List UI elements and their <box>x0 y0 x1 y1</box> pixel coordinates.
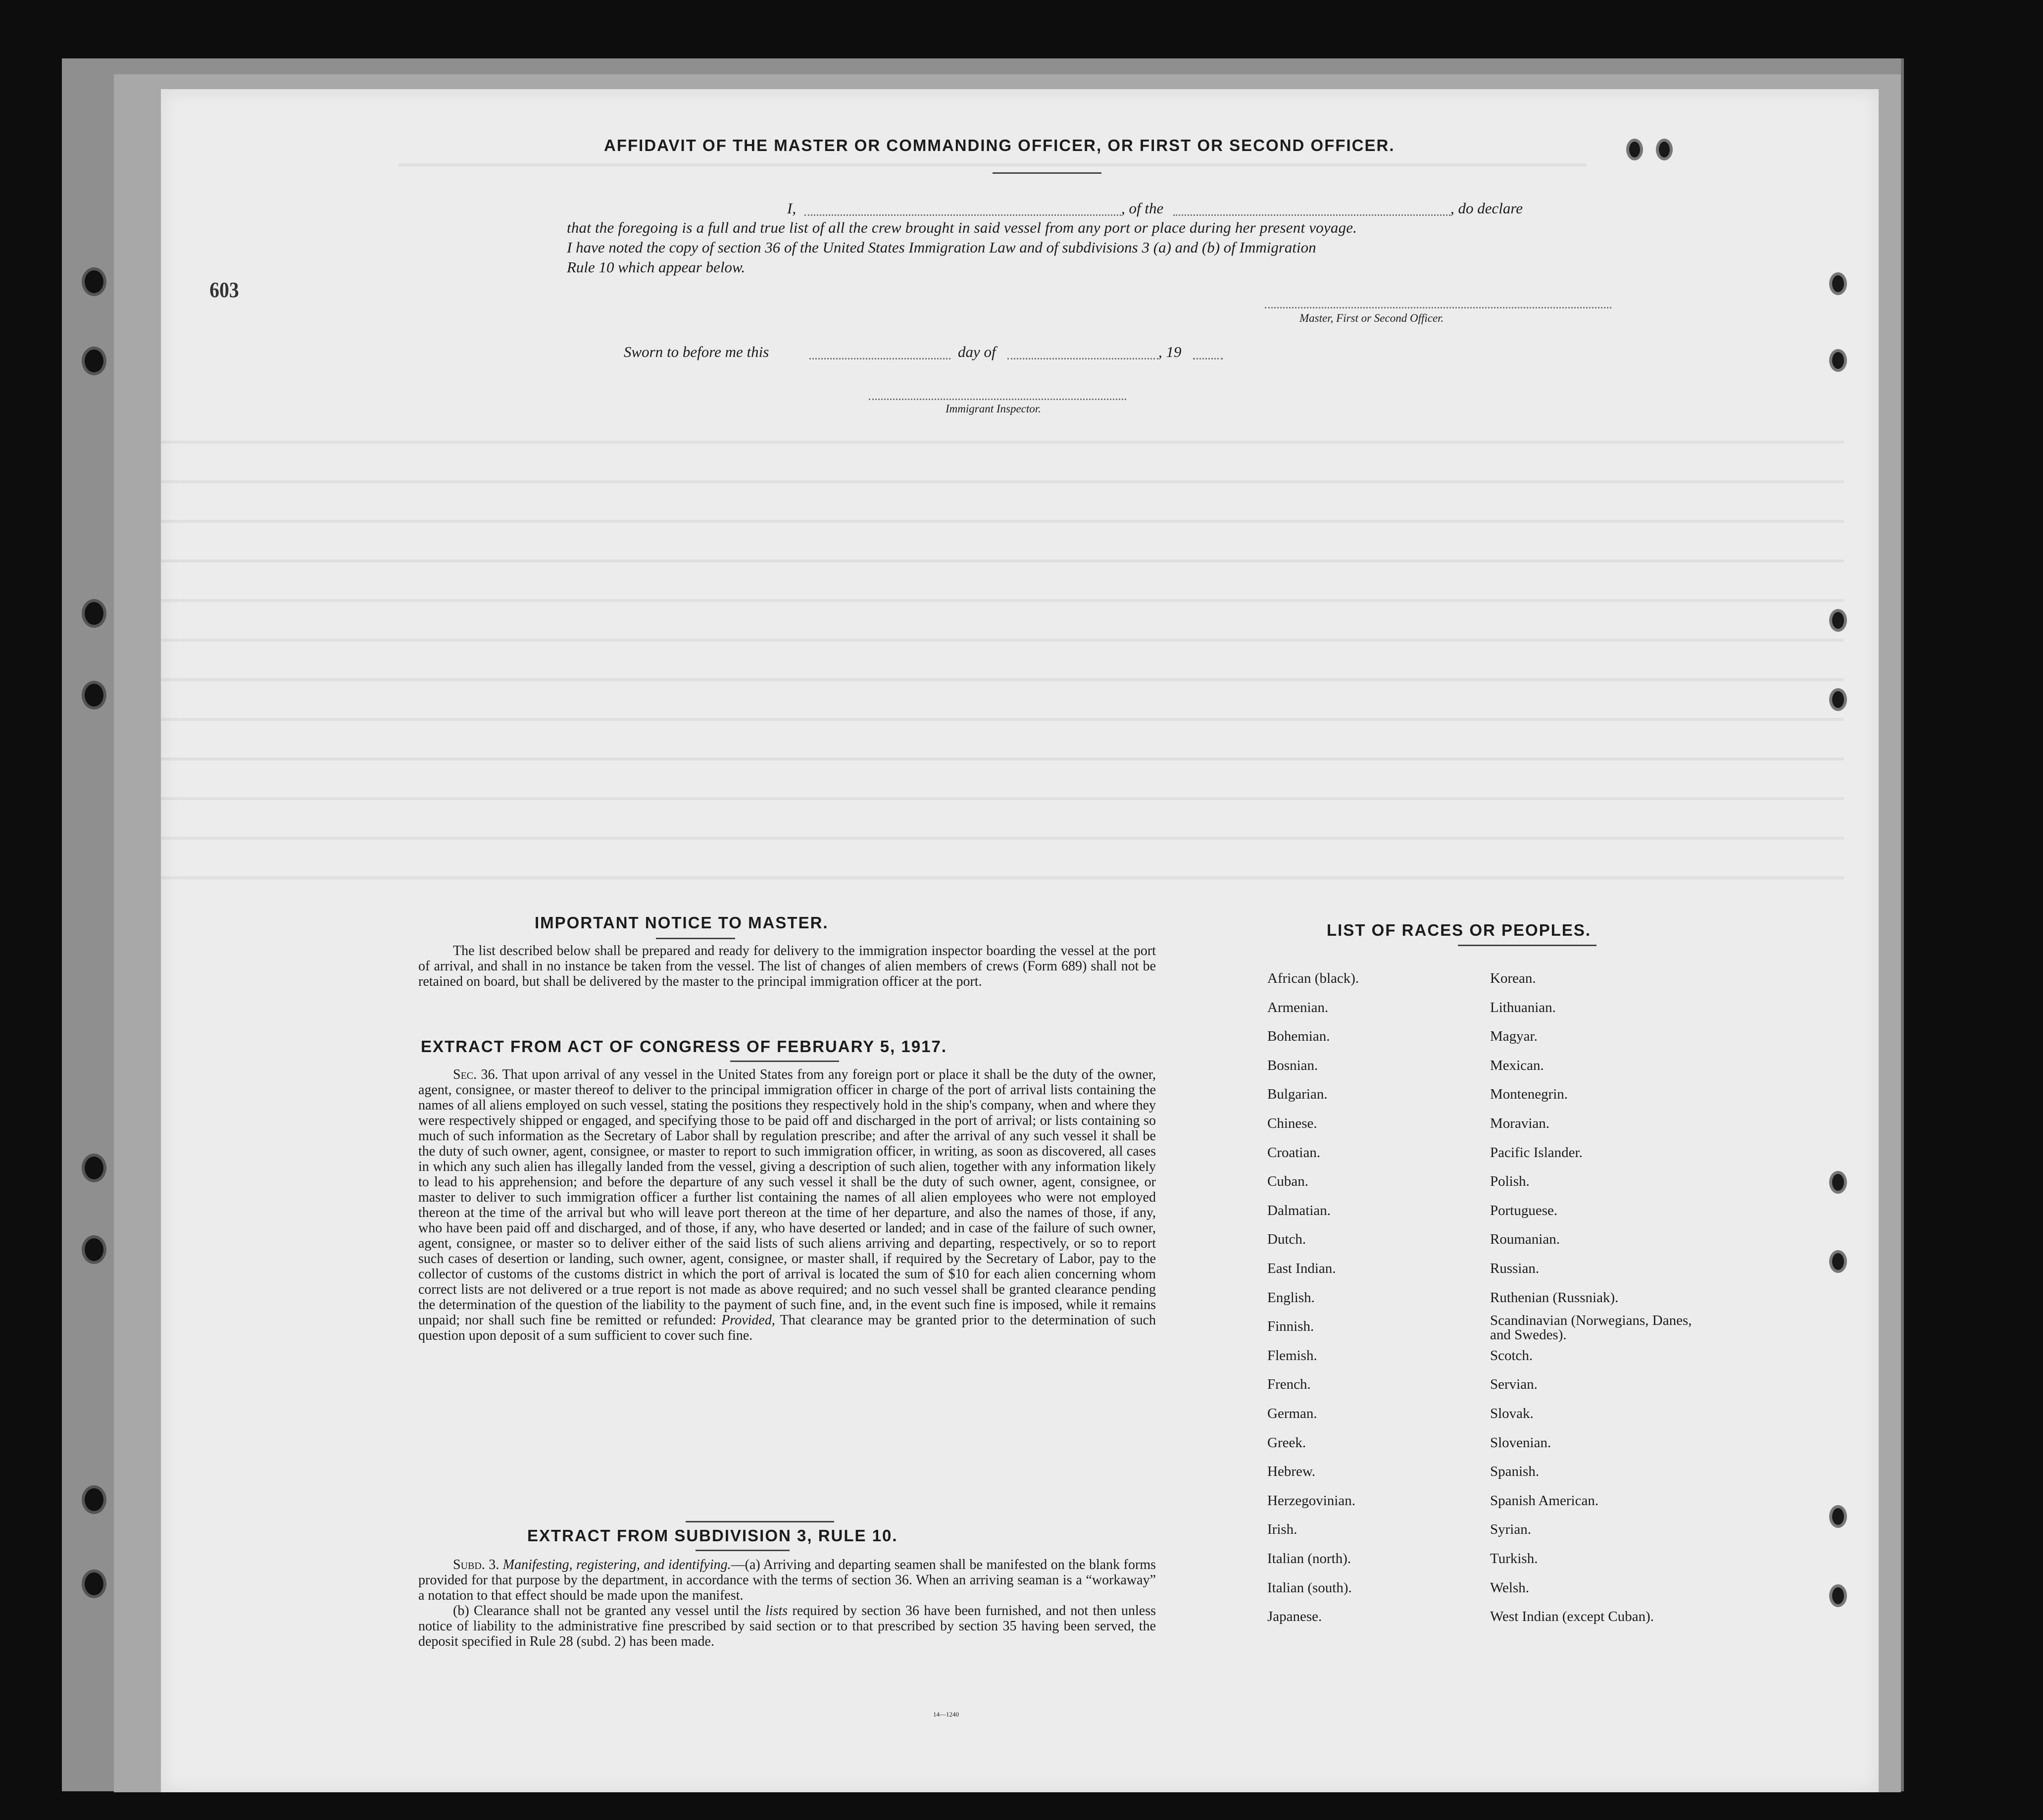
rule-subd-b-prefix: (b) Clearance shall not be granted any vessel until the <box>453 1603 761 1618</box>
bleed-through-line <box>161 718 1844 721</box>
name-field[interactable] <box>804 214 1121 216</box>
rule-subd-label: Subd. 3. <box>453 1557 499 1572</box>
binder-hole-icon <box>82 1485 106 1514</box>
binder-hole-icon <box>1656 139 1673 160</box>
binder-hole-icon <box>1829 1505 1847 1528</box>
race-item: Herzegovinian. <box>1267 1492 1355 1509</box>
race-item: Irish. <box>1267 1521 1297 1538</box>
sworn-day-of: day of <box>958 343 996 360</box>
race-item: Pacific Islander. <box>1490 1144 1583 1161</box>
race-item: African (black). <box>1267 970 1359 986</box>
race-item: Dutch. <box>1267 1231 1306 1248</box>
race-item: West Indian (except Cuban). <box>1490 1609 1654 1625</box>
bleed-through-line <box>161 837 1844 840</box>
race-item: Greek. <box>1267 1434 1306 1451</box>
race-item: Bosnian. <box>1267 1057 1318 1073</box>
binder-hole-icon <box>82 1235 106 1264</box>
bleed-through-line <box>399 163 1587 166</box>
race-item: Dalmatian. <box>1267 1202 1331 1218</box>
bleed-through-line <box>161 758 1844 760</box>
bleed-through-line <box>161 678 1844 681</box>
binder-hole-icon <box>82 599 106 628</box>
master-caption: Master, First or Second Officer. <box>1299 312 1444 324</box>
inspector-caption: Immigrant Inspector. <box>946 403 1041 415</box>
bleed-through-line <box>161 520 1844 523</box>
race-item: Bulgarian. <box>1267 1086 1328 1103</box>
race-item: Syrian. <box>1490 1521 1531 1538</box>
notice-title: IMPORTANT NOTICE TO MASTER. <box>535 913 829 932</box>
sworn-day-field[interactable] <box>809 358 950 359</box>
act-title: EXTRACT FROM ACT OF CONGRESS OF FEBRUARY 5, 1917. <box>421 1037 947 1056</box>
affidavit-do-declare: , do declare <box>1450 200 1523 217</box>
bleed-through-line <box>161 876 1844 879</box>
act-body-text <box>418 1067 1156 1343</box>
rule-title-rule <box>696 1550 790 1551</box>
binder-hole-icon <box>1829 609 1847 632</box>
binder-hole-icon <box>1626 139 1643 160</box>
binder-hole-icon <box>82 267 106 296</box>
bleed-through-line <box>161 441 1844 444</box>
race-item: Armenian. <box>1267 999 1329 1015</box>
rule-subd-b-lists: lists <box>765 1603 788 1618</box>
binder-hole-icon <box>1829 272 1847 295</box>
race-item: Bohemian. <box>1267 1028 1330 1045</box>
sworn-year-field[interactable] <box>1193 358 1223 359</box>
bleed-through-line <box>161 480 1844 483</box>
race-item: Italian (north). <box>1267 1551 1351 1567</box>
race-item: Turkish. <box>1490 1551 1538 1567</box>
rule-subd-italic: Manifesting, registering, and identifying. <box>502 1557 731 1572</box>
rule-subd-a-text: —(a) Arriving and departing seamen shall be manifested on the blank forms provided for that purpose by the department, in accordance with the terms of section 36. When an arriving seaman is a “workaway” a notation to that effect should be made upon the manifest. <box>418 1557 1156 1603</box>
race-item: Spanish American. <box>1490 1492 1599 1509</box>
affidavit-line-4: Rule 10 which appear below. <box>567 258 746 276</box>
form-number: 14—1240 <box>933 1711 959 1718</box>
act-sec-label: Sec. 36. <box>453 1067 498 1082</box>
race-item: Korean. <box>1490 970 1536 986</box>
race-item: Slovenian. <box>1490 1434 1551 1451</box>
binder-hole-icon <box>1829 688 1847 711</box>
rule-separator <box>686 1521 834 1522</box>
binder-hole-icon <box>82 347 106 375</box>
sworn-prefix: Sworn to before me this <box>624 343 769 360</box>
race-item: Cuban. <box>1267 1173 1308 1190</box>
rule-title: EXTRACT FROM SUBDIVISION 3, RULE 10. <box>527 1526 898 1545</box>
rule-body <box>418 1557 1156 1649</box>
vessel-field[interactable] <box>1173 214 1450 216</box>
act-title-rule <box>730 1061 839 1062</box>
race-item: Welsh. <box>1490 1579 1530 1596</box>
binder-hole-icon <box>1829 1250 1847 1273</box>
affidavit-of-the: , of the <box>1121 200 1164 217</box>
bleed-through-line <box>161 599 1844 602</box>
binder-hole-icon <box>82 681 106 709</box>
act-body <box>418 1067 1156 1343</box>
race-item: Flemish. <box>1267 1347 1317 1364</box>
binder-hole-icon <box>82 1569 106 1598</box>
act-provided: Provided, <box>721 1313 775 1328</box>
race-item: Moravian. <box>1490 1115 1549 1131</box>
inspector-signature-field[interactable] <box>869 399 1126 400</box>
race-item: Roumanian. <box>1490 1231 1560 1248</box>
sworn-month-field[interactable] <box>1007 358 1158 359</box>
race-item: English. <box>1267 1289 1315 1306</box>
binder-hole-icon <box>1829 1584 1847 1607</box>
notice-body <box>418 943 1156 989</box>
race-item: Montenegrin. <box>1490 1086 1568 1103</box>
race-item: Ruthenian (Russniak). <box>1490 1289 1619 1306</box>
master-signature-field[interactable] <box>1265 307 1611 308</box>
bleed-through-line <box>161 639 1844 642</box>
margin-note: 603 <box>209 278 239 302</box>
binder-hole-icon <box>82 1154 106 1182</box>
race-item: Croatian. <box>1267 1144 1321 1161</box>
races-title-rule <box>1458 945 1596 946</box>
race-item: Scandinavian (Norwegians, Danes, and Swedes). <box>1490 1313 1692 1343</box>
race-item: Portuguese. <box>1490 1202 1558 1218</box>
race-item: Hebrew. <box>1267 1464 1316 1480</box>
race-item: Slovak. <box>1490 1406 1534 1421</box>
race-item: Lithuanian. <box>1490 999 1556 1015</box>
document-page <box>161 89 1879 1792</box>
affidavit-title: AFFIDAVIT OF THE MASTER OR COMMANDING OFFICER, OR FIRST OR SECOND OFFICER. <box>604 136 1395 154</box>
bleed-through-line <box>161 797 1844 800</box>
affidavit-title-rule <box>993 172 1101 174</box>
affidavit-line-1 <box>624 200 1523 219</box>
binder-hole-icon <box>1829 349 1847 372</box>
sworn-year: , 19 <box>1158 343 1182 360</box>
act-body-main: That upon arrival of any vessel in the United States from any foreign port or place it shall be the duty of the owner, agent, consignee, or master thereof to deliver to the principal immigration officer in charge of the port of arrival lists containing the names of all aliens employed on such vessel, stating the positions they respectively hold in the ship's company, when and where they were respectively shipped or engaged, and specifying those to be paid off and discharged in the port of arrival; or lists containing so much of such information as the Secretary of Labor shall by regulation prescribe; and after the arrival of any such vessel it shall be the duty of such owner, agent, consignee, or master to report to such immigration officer, in writing, as soon as discovered, all cases in which any such alien has illegally landed from the vessel, giving a description of such alien, together with any information likely to lead to his apprehension; and before the departure of any such vessel it shall be the duty of such owner, agent, consignee, or master to deliver to such immigration officer a further list containing the names of all alien employees who were not employed thereon at the time of the arrival but who will leave port thereon at the time of her departure, and also the names of those, if any, who have been paid off and discharged, and of those, if any, who have deserted or landed; and in case of the failure of such owner, agent, consignee, or master so to deliver either of the said lists of such aliens arriving and departing, respectively, or so to report such cases of desertion or landing, such owner, agent, consignee, or master shall, if required by the Secretary of Labor, pay to the collector of customs of the customs district in which the port of arrival is located the sum of $10 for each alien concerning whom correct lists are not delivered or a true report is not made as above required; and no such vessel shall be granted clearance pending the determination of the question of the liability to the payment of such fine, and, in the event such fine is imposed, while it remains unpaid; nor shall such fine be remitted or refunded: <box>418 1067 1156 1328</box>
rule-subd-b-rest: required by section 36 have been furnished, and not then unless notice of liability to the administrative fine prescribed by said section or to that prescribed by section 35 having been served, the deposit specified in Rule 28 (subd. 2) has been made. <box>418 1603 1156 1649</box>
race-item: East Indian. <box>1267 1261 1336 1276</box>
binder-hole-icon <box>1829 1171 1847 1194</box>
sworn-line <box>624 343 1317 363</box>
race-item: Italian (south). <box>1267 1579 1352 1596</box>
race-item: Japanese. <box>1267 1609 1322 1625</box>
race-item: Russian. <box>1490 1261 1540 1276</box>
notice-title-rule <box>656 938 735 939</box>
races-title: LIST OF RACES OR PEOPLES. <box>1327 921 1592 939</box>
race-item: Scotch. <box>1490 1347 1533 1364</box>
race-item: Servian. <box>1490 1376 1538 1393</box>
bleed-through-line <box>161 559 1844 562</box>
affidavit-line-2: that the foregoing is a full and true list of all the crew brought in said vessel from any port or place during her present voyage. <box>567 219 1357 236</box>
rule-subd-b <box>418 1603 1156 1649</box>
notice-body-text: The list described below shall be prepared and ready for delivery to the immigration inspector boarding the vessel at the port of arrival, and shall in no instance be taken from the vessel. The list of changes of alien members of crews (Form 689) shall not be retained on board, but shall be delivered by the master to the principal immigration officer at the port. <box>418 943 1156 989</box>
race-item: Polish. <box>1490 1173 1530 1190</box>
race-item: Magyar. <box>1490 1028 1538 1045</box>
race-item: Chinese. <box>1267 1115 1317 1131</box>
race-item: Finnish. <box>1267 1318 1314 1335</box>
act-body-end: That clearance may be granted prior to the determination of such question upon deposit of a sum sufficient to cover such fine. <box>418 1313 1156 1343</box>
affidavit-i: I, <box>787 200 797 217</box>
race-item: German. <box>1267 1406 1317 1421</box>
affidavit-line-3: I have noted the copy of section 36 of the United States Immigration Law and of subdivisions 3 (a) and (b) of Immigration <box>567 239 1316 256</box>
race-item: Mexican. <box>1490 1057 1544 1073</box>
race-item: French. <box>1267 1376 1311 1393</box>
rule-subd-a <box>418 1557 1156 1603</box>
race-item: Spanish. <box>1490 1464 1540 1480</box>
